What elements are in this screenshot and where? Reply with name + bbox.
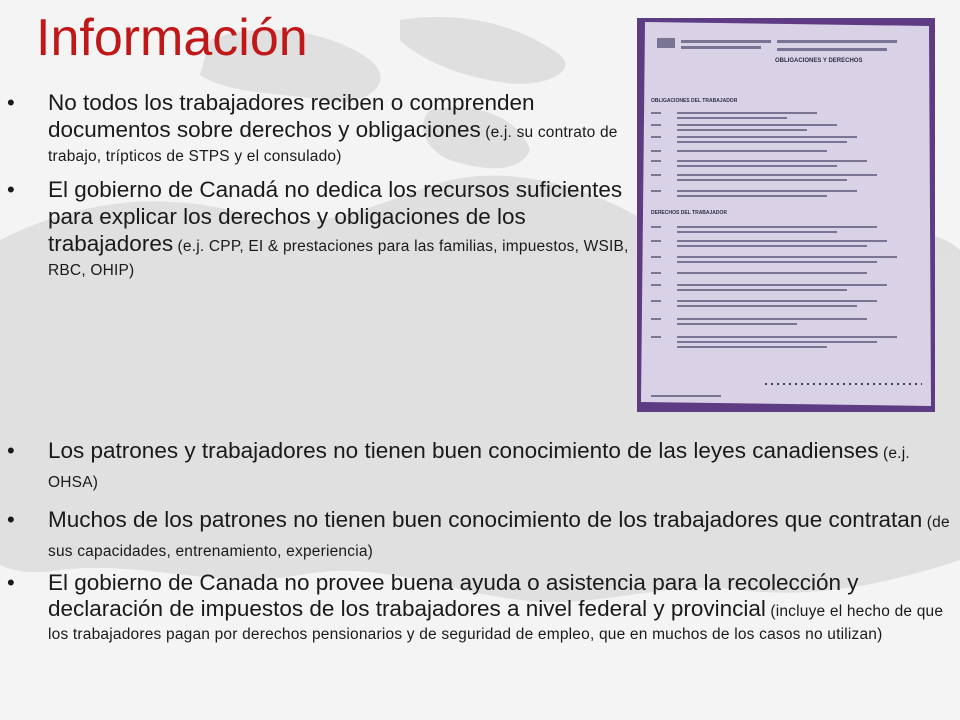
photo-doc-header: OBLIGACIONES Y DERECHOS xyxy=(775,58,863,64)
bullet-item xyxy=(0,91,635,169)
photo-section-title: OBLIGACIONES DEL TRABAJADOR xyxy=(651,98,738,104)
bullet-item xyxy=(0,505,955,566)
slide-title: Información xyxy=(36,9,308,67)
bullet-list-bottom xyxy=(0,436,955,646)
bullet-main-text: Los patrones y trabajadores no tienen buen conocimiento de las leyes canadienses xyxy=(48,438,879,463)
bullet-item xyxy=(0,178,635,283)
bullet-main-text: No todos los trabajadores reciben o comprenden documentos sobre derechos y obligaciones xyxy=(48,90,535,142)
bullet-detail-text: (e.j. OHSA) xyxy=(48,445,910,491)
document-photo xyxy=(637,18,935,412)
bullet-marker: • xyxy=(7,438,15,463)
bullet-detail-text: (e.j. CPP, EI & prestaciones para las familias, impuestos, WSIB, RBC, OHIP) xyxy=(48,238,629,279)
bullet-marker: • xyxy=(7,570,15,595)
bullet-main-text: El gobierno de Canada no provee buena ayuda o asistencia para la recolección y declaración de impuestos de los trabajadores a nivel federal y provincial xyxy=(48,570,859,621)
bullet-marker: • xyxy=(7,507,15,532)
bullet-detail-text: (incluye el hecho de que los trabajadores pagan por derechos pensionarios y de seguridad de empleo, que en muchos de los casos no utilizan) xyxy=(48,603,944,643)
bullet-item xyxy=(0,571,955,646)
bullet-detail-text: (e.j. su contrato de trabajo, trípticos de STPS y el consulado) xyxy=(48,124,618,165)
bullet-marker: • xyxy=(7,177,15,202)
bullet-list-top xyxy=(0,91,635,292)
bullet-main-text: Muchos de los patrones no tienen buen conocimiento de los trabajadores que contratan xyxy=(48,507,923,532)
bullet-detail-text: (de sus capacidades, entrenamiento, experiencia) xyxy=(48,514,950,560)
photo-section-title: DERECHOS DEL TRABAJADOR xyxy=(651,210,728,216)
bullet-item xyxy=(0,436,955,497)
bullet-marker: • xyxy=(7,90,15,115)
bullet-main-text: El gobierno de Canadá no dedica los recursos suficientes para explicar los derechos y obligaciones de los trabajadores xyxy=(48,177,623,256)
